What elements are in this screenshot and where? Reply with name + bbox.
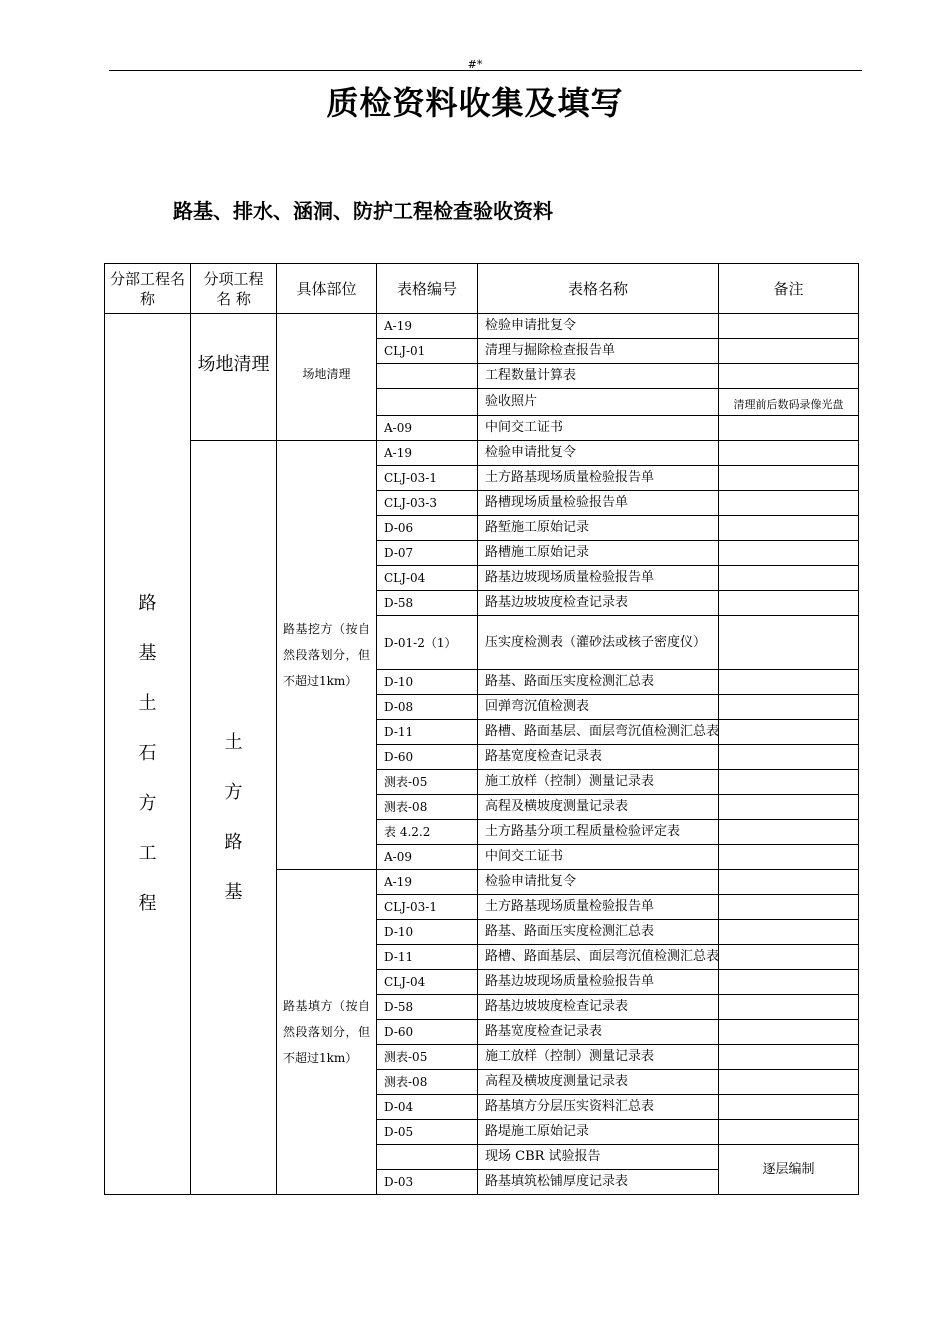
form-code: CLJ-03-3 (377, 491, 478, 516)
form-name: 检验申请批复令 (478, 870, 719, 895)
form-code: D-05 (377, 1120, 478, 1145)
header-form-name: 表格名称 (478, 264, 719, 314)
form-code: 测表-08 (377, 1070, 478, 1095)
form-name: 检验申请批复令 (478, 441, 719, 466)
form-code: CLJ-03-1 (377, 895, 478, 920)
form-code: D-08 (377, 695, 478, 720)
form-code: A-09 (377, 845, 478, 870)
form-note (719, 541, 859, 566)
form-name: 路槽、路面基层、面层弯沉值检测汇总表 (478, 945, 719, 970)
form-name: 清理与掘除检查报告单 (478, 339, 719, 364)
form-note (719, 770, 859, 795)
form-note (719, 1120, 859, 1145)
form-note (719, 364, 859, 389)
form-code: 测表-08 (377, 795, 478, 820)
section-subtitle: 路基、排水、涵洞、防护工程检查验收资料 (173, 199, 553, 223)
form-note (719, 670, 859, 695)
form-name: 中间交工证书 (478, 416, 719, 441)
form-name: 工程数量计算表 (478, 364, 719, 389)
form-name: 施工放样（控制）测量记录表 (478, 1045, 719, 1070)
form-note (719, 895, 859, 920)
location-site-clearing: 场地清理 (277, 314, 377, 441)
form-code: D-11 (377, 945, 478, 970)
location-cut: 路基挖方（按自然段落划分，但不超过1km） (277, 441, 377, 870)
form-note (719, 566, 859, 591)
form-name: 路槽、路面基层、面层弯沉值检测汇总表 (478, 720, 719, 745)
form-name: 现场 CBR 试验报告 (478, 1145, 719, 1170)
form-code: D-60 (377, 1020, 478, 1045)
form-note: 清理前后数码录像光盘 (719, 389, 859, 416)
form-name: 路基、路面压实度检测汇总表 (478, 670, 719, 695)
header-item: 分项工程 名 称 (191, 264, 277, 314)
form-name: 回弹弯沉值检测表 (478, 695, 719, 720)
form-name: 中间交工证书 (478, 845, 719, 870)
form-note (719, 441, 859, 466)
form-note (719, 591, 859, 616)
page-header: #* (467, 58, 483, 71)
form-code: 表 4.2.2 (377, 820, 478, 845)
form-note (719, 945, 859, 970)
form-code: CLJ-01 (377, 339, 478, 364)
header-location: 具体部位 (277, 264, 377, 314)
form-code: D-04 (377, 1095, 478, 1120)
form-name: 路基填筑松铺厚度记录表 (478, 1170, 719, 1195)
form-note (719, 516, 859, 541)
form-note (719, 970, 859, 995)
form-note (719, 845, 859, 870)
header-form-code: 表格编号 (377, 264, 478, 314)
form-note (719, 720, 859, 745)
table-row (105, 441, 859, 466)
form-note (719, 616, 859, 670)
form-name: 土方路基现场质量检验报告单 (478, 895, 719, 920)
table-row (105, 314, 859, 339)
form-code: A-19 (377, 314, 478, 339)
form-note (719, 695, 859, 720)
form-code (377, 364, 478, 389)
form-code (377, 389, 478, 416)
form-note (719, 314, 859, 339)
form-code: A-19 (377, 441, 478, 466)
form-code: 测表-05 (377, 770, 478, 795)
form-name: 路基宽度检查记录表 (478, 745, 719, 770)
form-name: 路基边坡现场质量检验报告单 (478, 566, 719, 591)
form-note (719, 1045, 859, 1070)
header-rule (109, 70, 862, 71)
form-note (719, 491, 859, 516)
form-code: D-01-2（1） (377, 616, 478, 670)
form-code: A-09 (377, 416, 478, 441)
location-fill: 路基填方（按自然段落划分，但不超过1km） (277, 870, 377, 1195)
form-name: 路堑施工原始记录 (478, 516, 719, 541)
form-code: CLJ-04 (377, 970, 478, 995)
division-cell: 路 基 土 石 方 工 程 (105, 314, 191, 1195)
form-note (719, 1070, 859, 1095)
form-note (719, 745, 859, 770)
form-code: D-58 (377, 995, 478, 1020)
page-title: 质检资料收集及填写 (326, 84, 624, 122)
form-name: 路基边坡坡度检查记录表 (478, 995, 719, 1020)
form-note (719, 920, 859, 945)
form-note (719, 1020, 859, 1045)
item-site-clearing: 场地清理 (191, 314, 277, 441)
item-earth-subgrade: 土 方 路 基 (191, 441, 277, 1195)
form-name: 验收照片 (478, 389, 719, 416)
form-name: 路基边坡坡度检查记录表 (478, 591, 719, 616)
form-code: D-07 (377, 541, 478, 566)
form-note (719, 466, 859, 491)
form-name: 检验申请批复令 (478, 314, 719, 339)
form-name: 路基填方分层压实资料汇总表 (478, 1095, 719, 1120)
form-name: 高程及横坡度测量记录表 (478, 1070, 719, 1095)
form-code: D-10 (377, 920, 478, 945)
form-name: 路槽现场质量检验报告单 (478, 491, 719, 516)
form-code: 测表-05 (377, 1045, 478, 1070)
form-name: 路基宽度检查记录表 (478, 1020, 719, 1045)
form-code: D-60 (377, 745, 478, 770)
form-note (719, 416, 859, 441)
header-division: 分部工程名称 (105, 264, 191, 314)
form-note (719, 870, 859, 895)
form-name: 高程及横坡度测量记录表 (478, 795, 719, 820)
form-name: 土方路基现场质量检验报告单 (478, 466, 719, 491)
form-code: CLJ-03-1 (377, 466, 478, 491)
form-code (377, 1145, 478, 1170)
form-note (719, 995, 859, 1020)
form-name: 土方路基分项工程质量检验评定表 (478, 820, 719, 845)
form-note (719, 339, 859, 364)
form-name: 路堤施工原始记录 (478, 1120, 719, 1145)
form-code: D-06 (377, 516, 478, 541)
form-name: 施工放样（控制）测量记录表 (478, 770, 719, 795)
form-code: D-03 (377, 1170, 478, 1195)
inspection-table (104, 263, 859, 1195)
table-header-row (105, 264, 859, 314)
merged-note: 逐层编制 (719, 1145, 859, 1195)
header-note: 备注 (719, 264, 859, 314)
form-note (719, 820, 859, 845)
form-code: D-58 (377, 591, 478, 616)
form-name: 路槽施工原始记录 (478, 541, 719, 566)
form-code: D-10 (377, 670, 478, 695)
form-name: 路基边坡现场质量检验报告单 (478, 970, 719, 995)
form-note (719, 795, 859, 820)
form-code: D-11 (377, 720, 478, 745)
form-note (719, 1095, 859, 1120)
form-code: A-19 (377, 870, 478, 895)
form-name: 路基、路面压实度检测汇总表 (478, 920, 719, 945)
form-name: 压实度检测表（灌砂法或核子密度仪） (478, 616, 719, 670)
form-code: CLJ-04 (377, 566, 478, 591)
